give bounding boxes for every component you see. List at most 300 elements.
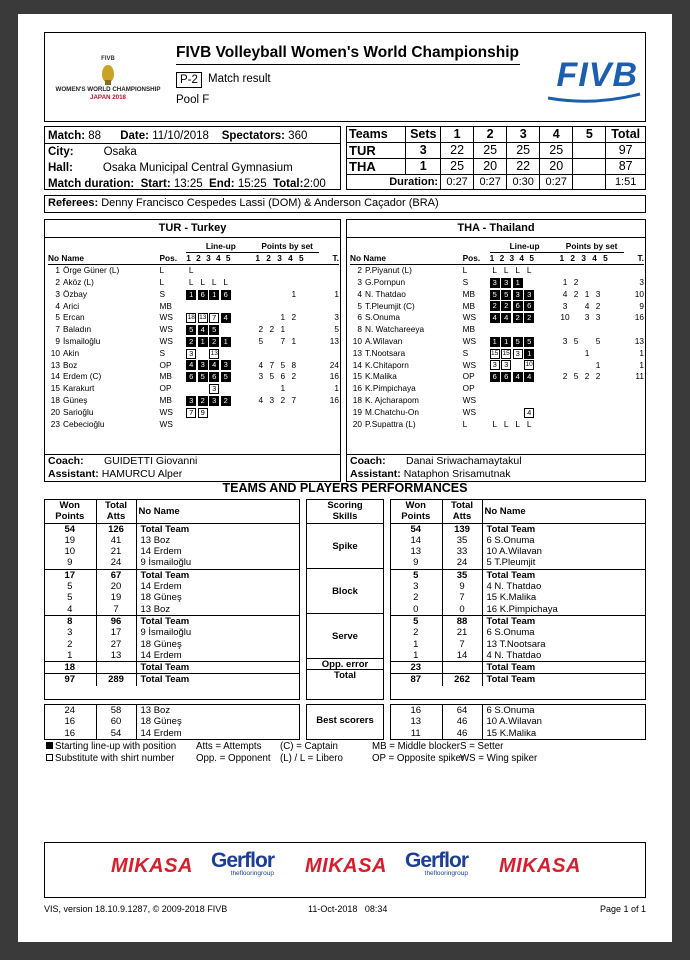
player-number: 5	[55, 312, 60, 323]
player-number: 18	[352, 394, 362, 405]
duration-cell: 0:27	[540, 174, 573, 190]
footer-time: 08:34	[364, 904, 388, 914]
set-points: 1	[584, 347, 590, 358]
total-atts: 19	[96, 592, 136, 603]
sponsor-mikasa-3: MIKASA	[499, 855, 581, 877]
lineup-substitute: 15	[502, 349, 510, 357]
event-logo-fivb: FIVB	[101, 56, 115, 62]
player-number: 15	[50, 383, 60, 394]
lineup-starter: 5	[186, 325, 196, 335]
player-total: 1	[639, 347, 644, 358]
player-row	[350, 371, 644, 383]
starter-square-icon	[46, 742, 53, 749]
col-points: 1 2 3 4 5	[559, 253, 608, 264]
lineup-libero: L	[188, 265, 194, 276]
won-points: 16	[64, 716, 76, 728]
player-total: 16	[329, 371, 339, 382]
total-atts: 58	[96, 705, 136, 716]
player-name: 16 K.Pimpichaya	[482, 604, 646, 616]
player-row	[350, 277, 644, 289]
player-label: Karakurt	[63, 383, 95, 394]
player-position: OP	[462, 383, 475, 394]
player-position: MB	[159, 371, 172, 382]
document-code: P-2	[176, 72, 202, 88]
points-header: Points	[55, 511, 85, 523]
atts-header: Atts	[96, 511, 136, 523]
player-points	[255, 300, 319, 312]
set-points: 5	[269, 371, 275, 382]
player-label: Boz	[63, 359, 78, 370]
player-name: 10 A.Wilavan	[482, 546, 646, 557]
won-points: 0	[413, 603, 419, 615]
referees-names: Denny Francisco Cespedes Lassi (DOM) & Anderson Caçador (BRA)	[101, 197, 439, 209]
player-number: 18	[50, 394, 60, 405]
gerflor-text: Gerflor	[211, 849, 275, 872]
player-lineup	[490, 300, 560, 312]
lineup-starter: 4	[490, 313, 500, 323]
lineup-starter: 1	[524, 349, 534, 359]
lineup-substitute: 13	[199, 314, 207, 322]
set-points: 2	[258, 324, 264, 335]
lineup-starter: 2	[198, 396, 208, 406]
player-row	[350, 336, 644, 348]
skill-label: Total	[306, 669, 384, 680]
player-points	[560, 324, 624, 336]
player-name	[350, 324, 463, 336]
lineup-starter: 2	[501, 301, 511, 311]
perf-table	[44, 500, 300, 686]
points-header: Points	[401, 511, 431, 523]
lineup-starter: 1	[198, 337, 208, 347]
total-atts: 88	[442, 615, 482, 627]
fivb-swoosh-icon	[546, 92, 642, 106]
player-name: Total Team	[482, 569, 646, 581]
set-points: 1	[291, 288, 297, 299]
set-points: 2	[595, 300, 601, 311]
lineup-libero: L	[526, 418, 532, 429]
player-name: Total Team	[482, 615, 646, 627]
player-lineup	[186, 406, 255, 418]
player-lineup	[186, 418, 255, 430]
set-points: 3	[595, 288, 601, 299]
won-points: 2	[413, 592, 419, 604]
spectators-label: Spectators:	[221, 130, 285, 142]
total-atts: 13	[96, 650, 136, 662]
player-lineup	[186, 383, 255, 395]
player-position: MB	[462, 324, 476, 335]
player-label: A.Wilavan	[365, 335, 403, 346]
col-no-name: No Name	[350, 253, 386, 264]
player-name: 9 İsmailoğlu	[136, 627, 300, 638]
lineup-starter: 1	[186, 290, 196, 300]
skill-label: Block	[306, 568, 384, 613]
player-label: Arici	[63, 300, 80, 311]
won-points: 23	[390, 662, 442, 674]
set-points: 5	[595, 335, 601, 346]
referees-label: Referees:	[48, 197, 99, 209]
player-name: 15 K.Malika	[482, 592, 646, 603]
team-a-name-divider	[44, 237, 341, 238]
lineup-substitute: 13	[210, 349, 218, 357]
lineup-starter: 5	[501, 290, 511, 300]
player-label: Cebecioğlu	[63, 418, 105, 429]
player-row	[350, 347, 644, 359]
player-total: 5	[334, 324, 339, 335]
lineup-starter: 1	[513, 278, 523, 288]
lineup-starter: 5	[524, 337, 534, 347]
player-row	[48, 383, 339, 395]
player-points	[560, 359, 624, 371]
legend-text: Substitute with shirt number	[55, 753, 175, 764]
player-row	[48, 406, 339, 418]
points-header: Points by set	[560, 241, 624, 253]
set-points: 7	[291, 394, 297, 405]
lineup-header: Line-up	[490, 241, 560, 253]
won-points: 10	[64, 546, 76, 558]
player-row	[48, 277, 339, 289]
referees	[48, 197, 439, 209]
player-total	[319, 277, 339, 289]
player-label: K. Ajcharapom	[365, 394, 419, 405]
player-lineup	[490, 359, 560, 371]
player-name	[48, 288, 159, 300]
set-points: 7	[269, 359, 275, 370]
lineup-starter: 3	[221, 360, 231, 370]
player-total: 16	[329, 394, 339, 405]
player-total	[319, 265, 339, 277]
won-points: 5	[67, 592, 73, 604]
player-lineup	[186, 312, 255, 324]
player-lineup	[490, 383, 560, 395]
legend-text: S = Setter	[460, 741, 504, 752]
player-total: 3	[639, 276, 644, 287]
won-points: 54	[44, 523, 96, 535]
player-label: M.Chatchu-On	[365, 406, 419, 417]
player-total	[624, 324, 644, 336]
lineup-starter: 6	[209, 372, 219, 382]
total-atts: 27	[96, 639, 136, 650]
player-name	[48, 418, 159, 430]
player-label: Aköz (L)	[63, 276, 94, 287]
lineup-libero: L	[503, 265, 509, 276]
player-number: 16	[352, 383, 362, 394]
lineup-substitute: 7	[209, 313, 219, 323]
player-name	[48, 265, 159, 277]
spacer	[48, 241, 186, 253]
score-cell: 20	[474, 158, 507, 174]
won-points: 3	[413, 581, 419, 593]
set-points: 2	[291, 371, 297, 382]
lineup-starter: 4	[221, 313, 231, 323]
player-row	[48, 265, 339, 277]
player-position: L	[462, 418, 468, 429]
set-points: 3	[269, 394, 275, 405]
player-name: 14 Erdem	[136, 650, 300, 662]
won-points: 14	[410, 534, 422, 546]
legend-item	[46, 741, 196, 753]
player-lineup	[186, 288, 255, 300]
player-lineup	[490, 371, 560, 383]
won-points: 11	[410, 727, 421, 739]
lineup-starter: 2	[209, 337, 219, 347]
skill-label: Spike	[306, 523, 384, 568]
total-atts: 9	[442, 581, 482, 592]
duration-cell: 0:27	[441, 174, 474, 190]
best-scorers-label: Best scorers	[316, 715, 374, 726]
player-points	[255, 336, 319, 348]
team-b-name: THA - Thailand	[457, 222, 535, 234]
spectators-count: 360	[288, 130, 308, 142]
player-lineup	[490, 277, 560, 289]
best-scorers-a	[44, 705, 300, 739]
set-points: 7	[280, 335, 286, 346]
score-cell: 97	[606, 142, 646, 158]
points-header: Points by set	[255, 241, 319, 253]
player-total	[319, 300, 339, 312]
won-points: 2	[413, 627, 419, 639]
score-cell: 25	[474, 142, 507, 158]
set-points: 6	[280, 371, 286, 382]
player-position: WS	[159, 406, 173, 417]
atts-header: Atts	[442, 511, 482, 523]
lineup-starter: 4	[513, 372, 523, 382]
total-atts: 46	[442, 716, 482, 727]
player-row	[48, 312, 339, 324]
player-position: WS	[159, 312, 173, 323]
set-points: 2	[595, 371, 601, 382]
player-lineup	[186, 300, 255, 312]
player-lineup	[186, 336, 255, 348]
player-row	[350, 265, 644, 277]
player-name: 15 K.Malika	[482, 728, 646, 739]
set-points: 5	[573, 335, 579, 346]
score-cell: 20	[540, 158, 573, 174]
score-cell: 25	[540, 142, 573, 158]
player-row	[350, 359, 644, 371]
score-table	[346, 126, 646, 190]
player-lineup	[186, 359, 255, 371]
player-lineup	[490, 336, 560, 348]
col-lineup: 1 2 3 4 5	[186, 253, 231, 264]
player-lineup	[490, 265, 560, 277]
player-position: MB	[462, 288, 476, 299]
legend-text: MB = Middle blocker	[372, 741, 461, 752]
player-number: 20	[352, 418, 362, 429]
footer-datetime	[308, 904, 387, 914]
player-name	[48, 383, 159, 395]
player-total: 10	[634, 288, 644, 299]
player-label: P.Piyanut (L)	[365, 265, 412, 276]
set-points: 5	[573, 371, 579, 382]
col-no-name: No Name	[48, 253, 84, 264]
legend-item	[196, 741, 280, 753]
player-position: WS	[462, 394, 477, 405]
spacer	[319, 241, 339, 253]
player-name: Total Team	[136, 569, 300, 581]
player-name: 13 T.Nootsara	[482, 639, 646, 650]
duration-label: Match duration:	[48, 178, 135, 190]
player-label: Ercan	[63, 312, 85, 323]
player-label: T.Pleumjit (C)	[365, 300, 415, 311]
player-label: Sarioğlu	[63, 406, 94, 417]
player-total	[624, 265, 644, 277]
col-pos: Pos.	[159, 253, 178, 264]
player-lineup	[490, 347, 560, 359]
total-atts: 35	[442, 569, 482, 581]
legend-text: (L) / L = Libero	[280, 753, 343, 764]
player-name	[48, 406, 159, 418]
title-divider	[176, 64, 520, 65]
score-cell: 22	[507, 158, 540, 174]
player-total: 16	[634, 312, 644, 323]
player-number: 1	[55, 265, 60, 276]
player-row	[48, 418, 339, 430]
legend-text: OP = Opposite spiker	[372, 753, 465, 764]
perf-team-a	[44, 500, 300, 686]
won-header: Won	[405, 500, 426, 511]
player-name: 13 Boz	[136, 535, 300, 546]
player-position: WS	[462, 406, 477, 417]
team-b-assistant-label: Assistant:	[350, 468, 401, 480]
player-label: N. Watchareeya	[365, 324, 425, 335]
lineup-substitute: 7	[186, 408, 196, 418]
total-atts: 54	[96, 728, 136, 739]
lineup-libero: L	[526, 265, 532, 276]
sponsor-gerflor-2	[405, 851, 468, 877]
player-number: 10	[352, 335, 362, 346]
score-cell	[573, 142, 606, 158]
set-points: 8	[291, 359, 297, 370]
score-cell: 25	[507, 142, 540, 158]
set-points: 3	[562, 335, 568, 346]
set-points: 3	[258, 371, 264, 382]
total-atts: 14	[442, 650, 482, 662]
sponsor-mikasa-1: MIKASA	[111, 855, 193, 877]
player-row	[48, 336, 339, 348]
set-points: 1	[291, 335, 297, 346]
player-number: 14	[50, 371, 60, 382]
lineup-starter: 2	[186, 337, 196, 347]
player-row	[350, 406, 644, 418]
won-points: 5	[390, 569, 442, 581]
player-name	[48, 347, 159, 359]
lineup-substitute: 18	[187, 314, 195, 322]
player-lineup	[186, 265, 255, 277]
total-atts: 20	[96, 581, 136, 592]
set-points: 4	[258, 394, 264, 405]
legend-text: Starting line-up with position	[55, 741, 177, 752]
lineup-starter: 6	[501, 372, 511, 382]
lineup-starter: 1	[490, 337, 500, 347]
won-points: 2	[67, 638, 73, 650]
lineup-starter: 6	[198, 290, 208, 300]
score-header-2: 1	[441, 127, 474, 143]
player-number: 4	[357, 288, 362, 299]
gerflor-text: Gerflor	[405, 849, 469, 872]
player-points	[255, 406, 319, 418]
score-header-1: Sets	[406, 127, 441, 143]
end-label: End:	[209, 178, 235, 190]
total-atts: 126	[96, 523, 136, 535]
team-a-coach: GUIDETTI Giovanni	[104, 455, 198, 467]
legend-text: Opp. = Opponent	[196, 753, 271, 764]
score-cell: 3	[406, 142, 441, 158]
lineup-libero: L	[492, 265, 497, 276]
player-position: L	[462, 265, 468, 276]
player-name: 9 İsmailoğlu	[136, 557, 300, 569]
player-name: Total Team	[482, 523, 646, 535]
player-position: MB	[159, 394, 172, 405]
player-label: N. Thatdao	[365, 288, 406, 299]
legend	[46, 741, 550, 765]
lineup-starter: 1	[501, 337, 511, 347]
player-number: 3	[55, 288, 60, 299]
gerflor-sub: theflooringroup	[424, 870, 469, 877]
score-header-6: 5	[573, 127, 606, 143]
player-label: İsmailoğlu	[63, 335, 101, 346]
sponsor-gerflor-1	[211, 851, 274, 877]
player-points	[255, 347, 319, 359]
player-position: L	[159, 276, 165, 287]
player-label: Örge Güner (L)	[63, 265, 120, 276]
team-b-name-divider	[346, 237, 646, 238]
total-atts: 21	[442, 627, 482, 638]
city-label: City:	[48, 146, 74, 158]
lineup-starter: 4	[198, 325, 208, 335]
player-position: OP	[159, 359, 172, 370]
substitute-square-icon	[46, 754, 53, 761]
player-points	[560, 288, 624, 300]
event-logo	[48, 56, 168, 114]
duration-label: Duration:	[347, 174, 441, 190]
col-total: T.	[332, 253, 339, 264]
won-points: 5	[67, 581, 73, 593]
lineup-starter: 6	[513, 301, 523, 311]
player-row	[48, 359, 339, 371]
duration-cell: 1:51	[606, 174, 646, 190]
lineup-starter: 5	[513, 337, 523, 347]
player-position: WS	[159, 418, 173, 429]
set-points: 4	[562, 288, 568, 299]
player-lineup	[490, 324, 560, 336]
score-cell: 22	[441, 142, 474, 158]
player-points	[560, 383, 624, 395]
lineup-header: Line-up	[186, 241, 255, 253]
player-label: Erdem (C)	[63, 371, 102, 382]
won-points: 97	[44, 674, 96, 686]
lineup-starter: 5	[209, 325, 219, 335]
player-points	[560, 265, 624, 277]
player-position: OP	[159, 383, 172, 394]
lineup-libero: L	[515, 418, 520, 429]
player-number: 14	[352, 359, 362, 370]
lineup-libero: L	[211, 276, 217, 287]
won-points: 54	[390, 523, 442, 535]
player-row	[350, 288, 644, 300]
col-points: 1 2 3 4 5	[255, 253, 304, 264]
lineup-starter: 3	[490, 278, 500, 288]
team-a-assistant: HAMURCU Alper	[101, 468, 183, 480]
lineup-starter: 6	[490, 372, 500, 382]
legend-item	[46, 753, 196, 765]
set-points: 1	[595, 359, 601, 370]
lineup-starter: 3	[501, 278, 511, 288]
player-total	[319, 347, 339, 359]
team-b-roster	[350, 241, 644, 430]
total-duration: 2:00	[303, 178, 326, 190]
legend-item	[196, 753, 280, 765]
skill-label: Opp. error	[306, 658, 384, 669]
